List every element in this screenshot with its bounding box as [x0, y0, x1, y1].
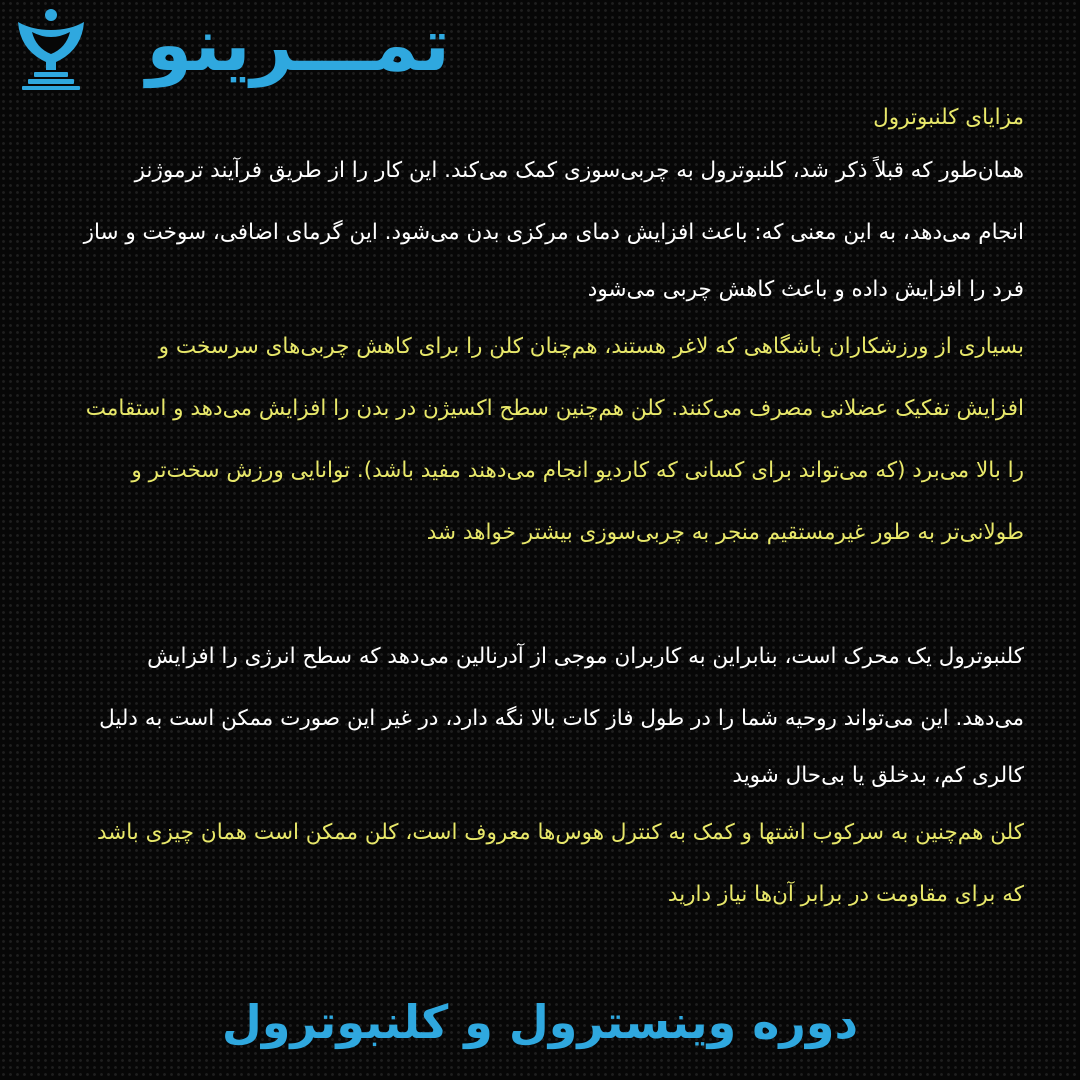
paragraph-athletes	[34, 316, 1024, 564]
text-line: که برای مقاومت در برابر آن‌ها نیاز دارید	[667, 882, 1024, 907]
article-heading: مزایای کلنبوترول	[873, 105, 1024, 130]
paragraph-stimulant	[34, 626, 1024, 802]
brand-logo	[12, 2, 452, 92]
article-body	[34, 96, 1024, 926]
text-line: کلنبوترول یک محرک است، بنابراین به کاربران موجی از آدرنالین می‌دهد که سطح انرژی را افزایش	[147, 644, 1024, 669]
paragraph-spacer	[34, 564, 1024, 626]
text-line: بسیاری از ورزشکاران باشگاهی که لاغر هستند، هم‌چنان کلن را برای کاهش چربی‌های سرسخت و	[158, 334, 1024, 359]
paragraph-appetite	[34, 802, 1024, 926]
text-line: طولانی‌تر به طور غیرمستقیم منجر به چربی‌سوزی بیشتر خواهد شد	[426, 520, 1024, 545]
text-line: را بالا می‌برد (که می‌تواند برای کسانی که کاردیو انجام می‌دهند مفید باشد). توانایی ورزش سخت‌تر و	[131, 458, 1024, 483]
text-line: کلن هم‌چنین به سرکوب اشتها و کمک به کنترل هوس‌ها معروف است، کلن ممکن است همان چیزی باشد	[96, 820, 1024, 845]
text-line: کالری کم، بدخلق یا بی‌حال شوید	[732, 763, 1024, 788]
brand-wordmark: تمـــرینو	[146, 2, 450, 88]
paragraph-thermogenesis	[34, 140, 1024, 316]
text-line: فرد را افزایش داده و باعث کاهش چربی می‌شود	[587, 277, 1024, 302]
text-line: می‌دهد. این می‌تواند روحیه شما را در طول فاز کات بالا نگه دارد، در غیر این صورت ممکن است به دلیل	[99, 706, 1024, 731]
text-line: افزایش تفکیک عضلانی مصرف می‌کنند. کلن هم‌چنین سطح اکسیژن در بدن را افزایش می‌دهد و استقامت	[85, 396, 1024, 421]
text-line: همان‌طور که قبلاً ذکر شد، کلنبوترول به چربی‌سوزی کمک می‌کند. این کار را از طریق فرآیند ترموژنز	[134, 158, 1024, 183]
text-line: انجام می‌دهد، به این معنی که: باعث افزایش دمای مرکزی بدن می‌شود. این گرمای اضافی، سوخت و ساز	[83, 220, 1024, 245]
trophy-cup-icon	[12, 8, 90, 90]
course-title: دوره وینسترول و کلنبوترول	[221, 995, 859, 1049]
